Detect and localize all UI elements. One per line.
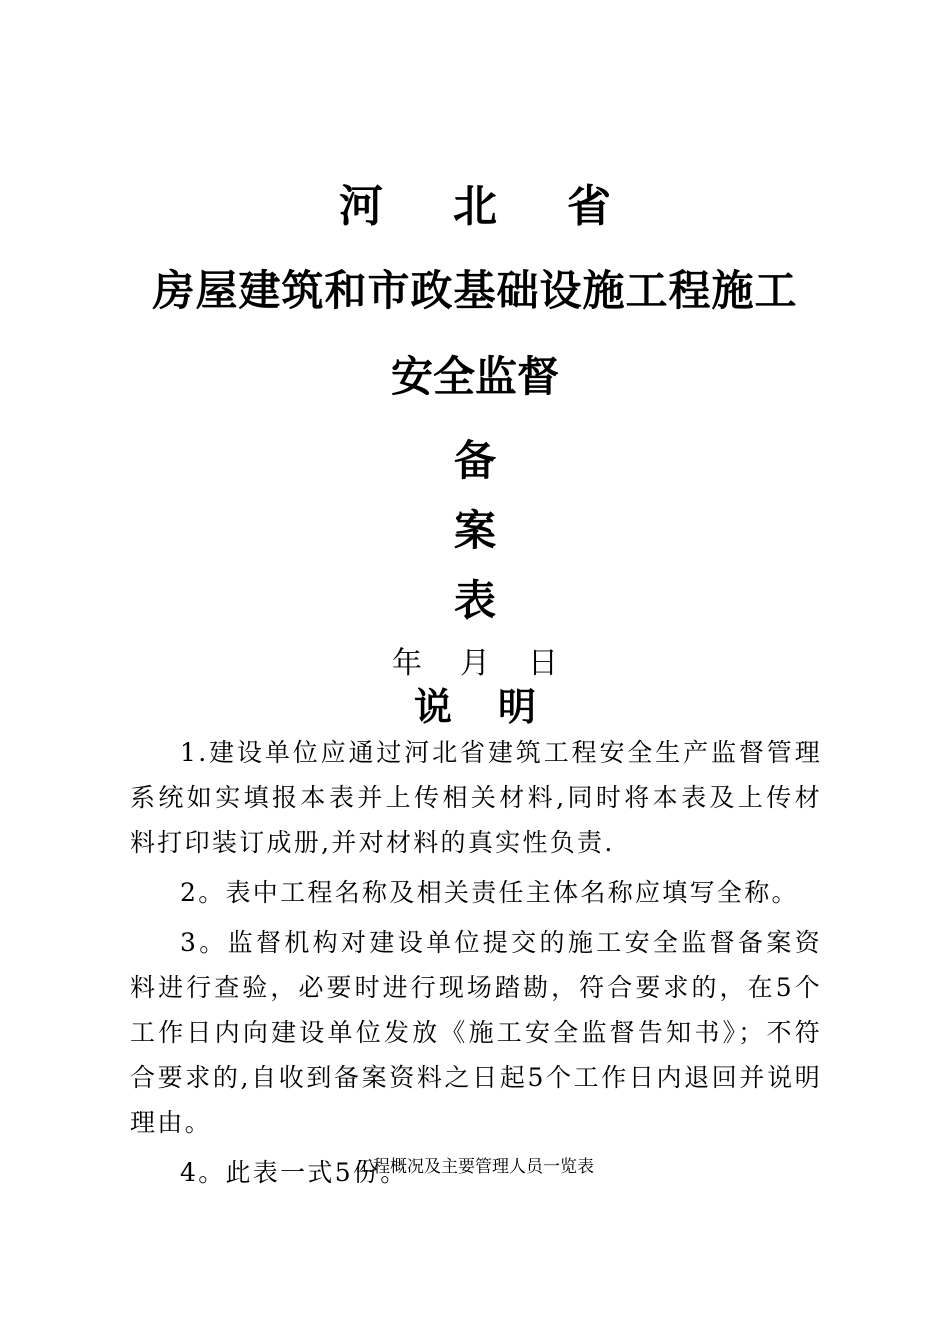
note-item-4: 4。此表一式5份。: [180, 1158, 408, 1187]
date-line: 年月日: [392, 646, 596, 681]
note-item-3: 3。监督机构对建设单位提交的施工安全监督备案资料进行查验，必要时进行现场踏勘，符合要求的，在5个工作日内向建设单位发放《施工安全监督告知书》；不符合要求的,自收到备案资料之日起5个工作日内退回并说明理由。: [130, 928, 822, 1137]
notes-list: [130, 730, 822, 1195]
note-item-1: 1.建设单位应通过河北省建筑工程安全生产监督管理系统如实填报本表并上传相关材料,同时将本表及上传材料打印装订成册,并对材料的真实性负责.: [130, 738, 822, 857]
main-title: 房屋建筑和市政基础设施工程施工: [152, 266, 798, 315]
footer-caption: 工程概况及主要管理人员一览表: [356, 1157, 594, 1177]
title-char-biao: 表: [453, 576, 496, 625]
province-title: 河北省: [339, 181, 681, 232]
title-char-an: 案: [453, 506, 496, 555]
title-char-bei: 备: [453, 436, 496, 485]
sub-title: 安全监督: [390, 352, 559, 401]
note-item-2: 2。表中工程名称及相关责任主体名称应填写全称。: [180, 878, 799, 907]
notes-heading: 说明: [413, 684, 582, 729]
